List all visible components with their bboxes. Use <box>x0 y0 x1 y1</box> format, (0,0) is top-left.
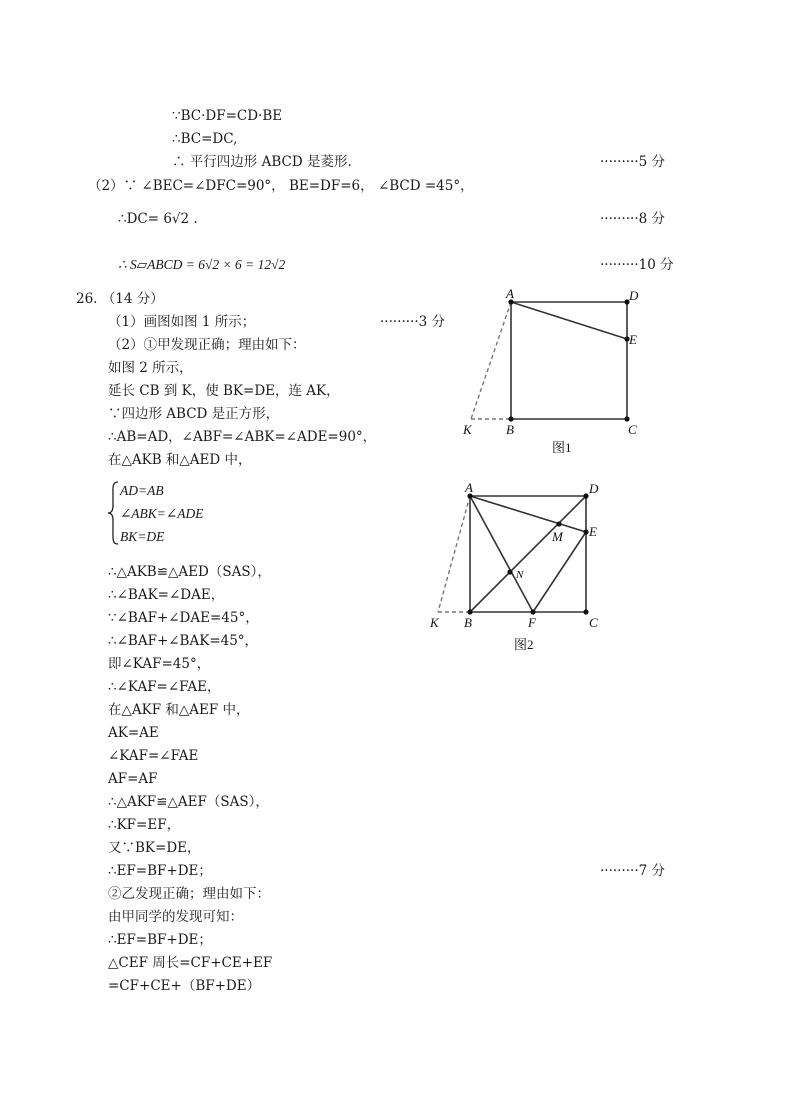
label-n: N <box>516 569 524 581</box>
proof-line: ∴AB=AD，∠ABF=∠ABK=∠ADE=90°， <box>108 429 377 445</box>
segment-ef <box>533 532 586 612</box>
label-b: B <box>506 422 514 437</box>
label-d: D <box>589 481 599 496</box>
label-e: E <box>629 332 637 347</box>
proof-line: ∴DC= 6√2 . <box>118 211 198 227</box>
proof-line: ∵BC·DF=CD·BE <box>172 108 283 124</box>
question-title: 26. （14 分） <box>76 291 164 307</box>
proof-line: ∴∠BAF+∠BAK=45°， <box>108 633 259 649</box>
proof-line: =CF+CE+（BF+DE） <box>108 978 261 994</box>
brace-condition: AD=AB <box>120 483 164 498</box>
figure-1-caption: 图1 <box>552 440 572 455</box>
proof-line: 在△AKF 和△AEF 中， <box>108 702 250 718</box>
left-brace <box>106 480 120 546</box>
proof-line: （2）∵ ∠BEC=∠DFC=90°， BE=DF=6， ∠BCD =45°， <box>88 178 474 194</box>
label-k: K <box>463 422 472 437</box>
label-a: A <box>465 480 473 495</box>
proof-line: ∵∠BAF+∠DAE=45°， <box>108 610 259 626</box>
brace-condition: BK=DE <box>120 529 165 544</box>
label-c: C <box>628 422 637 437</box>
score-mark: ·········10 分 <box>600 257 674 273</box>
score-mark: ·········5 分 <box>600 154 666 170</box>
label-m: M <box>552 529 563 544</box>
proof-line: 由甲同学的发现可知： <box>108 909 243 925</box>
proof-line: ∴EF=BF+DE； <box>108 863 212 879</box>
score-mark: ·········8 分 <box>600 211 666 227</box>
proof-line: 即∠KAF=45°， <box>108 656 211 672</box>
proof-line: 又∵BK=DE， <box>108 840 201 856</box>
proof-line: ∴ 平行四边形 ABCD 是菱形. <box>172 154 352 170</box>
proof-line: ∴∠KAF=∠FAE， <box>108 679 221 695</box>
segment-ak <box>438 496 470 612</box>
label-d: D <box>629 288 639 303</box>
figure-2-caption: 图2 <box>514 637 534 652</box>
proof-line: ∴EF=BF+DE； <box>108 932 212 948</box>
label-k: K <box>430 615 439 630</box>
figure-1 <box>455 282 655 462</box>
proof-line: （2）①甲发现正确；理由如下： <box>108 337 306 353</box>
label-e: E <box>589 524 597 539</box>
score-mark: ·········7 分 <box>600 863 666 879</box>
proof-line: ∴KF=EF， <box>108 817 181 833</box>
label-f: F <box>528 615 536 630</box>
area-formula: ∴ S▱ABCD = 6√2 × 6 = 12√2 <box>118 257 286 272</box>
label-b: B <box>464 615 472 630</box>
proof-line: ∴△AKB≌△AED（SAS）， <box>108 564 271 580</box>
proof-line: △CEF 周长=CF+CE+EF <box>108 955 273 971</box>
score-mark: ·········3 分 <box>380 314 446 330</box>
proof-line: AK=AE <box>108 725 159 741</box>
proof-line: ∴△AKF≌△AEF（SAS）， <box>108 794 269 810</box>
segment-ae <box>511 302 627 339</box>
label-a: A <box>506 286 514 301</box>
brace-condition: ∠ABK=∠ADE <box>120 506 204 521</box>
proof-line: ∴∠BAK=∠DAE， <box>108 587 225 603</box>
segment-ak <box>471 302 511 419</box>
proof-line: ②乙发现正确；理由如下： <box>108 886 270 902</box>
label-c: C <box>589 615 598 630</box>
proof-line: （1）画图如图 1 所示； <box>108 314 256 330</box>
proof-line: 在△AKB 和△AED 中， <box>108 452 252 468</box>
proof-line: AF=AF <box>108 771 158 787</box>
proof-line: 如图 2 所示， <box>108 360 193 376</box>
proof-line: ∠KAF=∠FAE <box>108 748 199 764</box>
proof-line: ∴BC=DC, <box>172 131 238 147</box>
figure-2 <box>420 474 620 660</box>
proof-line: 延长 CB 到 K，使 BK=DE，连 AK， <box>108 383 340 399</box>
proof-line: ∵四边形 ABCD 是正方形， <box>108 406 280 422</box>
